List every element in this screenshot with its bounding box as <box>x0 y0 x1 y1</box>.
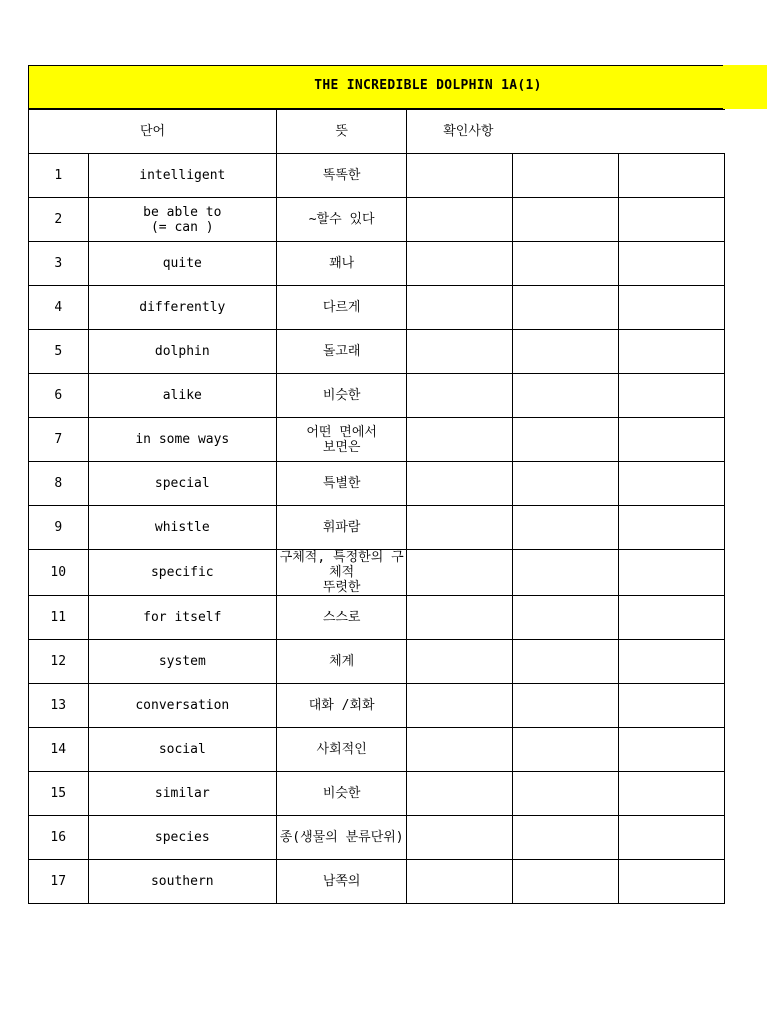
row-number: 11 <box>29 596 89 640</box>
table-row <box>29 596 725 640</box>
english-word: species <box>88 816 277 860</box>
row-number: 10 <box>29 550 89 596</box>
check-cell-3[interactable] <box>619 596 725 640</box>
check-cell-2[interactable] <box>513 154 619 198</box>
table-row <box>29 550 725 596</box>
sheet-title: THE INCREDIBLE DOLPHIN 1A(1) <box>314 78 542 93</box>
english-word: dolphin <box>88 330 277 374</box>
check-cell-3[interactable] <box>619 330 725 374</box>
check-cell-3[interactable] <box>619 154 725 198</box>
check-cell-1[interactable] <box>407 242 513 286</box>
korean-meaning: 남쪽의 <box>277 860 407 904</box>
row-number: 9 <box>29 506 89 550</box>
english-word: for itself <box>88 596 277 640</box>
row-number: 8 <box>29 462 89 506</box>
check-cell-3[interactable] <box>619 860 725 904</box>
check-cell-2[interactable] <box>513 860 619 904</box>
check-cell-1[interactable] <box>407 684 513 728</box>
check-cell-3[interactable] <box>619 418 725 462</box>
vocabulary-table <box>28 109 725 904</box>
check-cell-2[interactable] <box>513 330 619 374</box>
row-number: 12 <box>29 640 89 684</box>
check-cell-2[interactable] <box>513 286 619 330</box>
english-word: system <box>88 640 277 684</box>
check-cell-2[interactable] <box>513 462 619 506</box>
table-row <box>29 286 725 330</box>
korean-meaning: 구체적, 특정한의 구체적 뚜렷한 <box>277 550 407 596</box>
korean-meaning: 돌고래 <box>277 330 407 374</box>
korean-meaning: ~할수 있다 <box>277 198 407 242</box>
english-word: social <box>88 728 277 772</box>
korean-meaning: 휘파람 <box>277 506 407 550</box>
english-word: whistle <box>88 506 277 550</box>
check-cell-1[interactable] <box>407 640 513 684</box>
check-cell-1[interactable] <box>407 772 513 816</box>
check-cell-2[interactable] <box>513 374 619 418</box>
check-cell-2[interactable] <box>513 418 619 462</box>
check-cell-3[interactable] <box>619 506 725 550</box>
table-row <box>29 198 725 242</box>
table-row <box>29 418 725 462</box>
header-row <box>29 110 725 154</box>
check-cell-3[interactable] <box>619 728 725 772</box>
check-cell-2[interactable] <box>513 596 619 640</box>
check-cell-3[interactable] <box>619 198 725 242</box>
check-cell-2[interactable] <box>513 728 619 772</box>
table-row <box>29 816 725 860</box>
header-check-column: 확인사항 <box>407 110 725 154</box>
check-cell-1[interactable] <box>407 418 513 462</box>
korean-meaning: 종(생물의 분류단위) <box>277 816 407 860</box>
english-word: differently <box>88 286 277 330</box>
korean-meaning: 어떤 면에서 보면은 <box>277 418 407 462</box>
english-word: special <box>88 462 277 506</box>
check-cell-3[interactable] <box>619 816 725 860</box>
check-cell-1[interactable] <box>407 596 513 640</box>
check-cell-2[interactable] <box>513 242 619 286</box>
korean-meaning: 체계 <box>277 640 407 684</box>
check-cell-3[interactable] <box>619 286 725 330</box>
check-cell-1[interactable] <box>407 816 513 860</box>
row-number: 4 <box>29 286 89 330</box>
table-row <box>29 154 725 198</box>
row-number: 5 <box>29 330 89 374</box>
english-word: be able to (= can ) <box>88 198 277 242</box>
check-cell-2[interactable] <box>513 198 619 242</box>
table-row <box>29 640 725 684</box>
title-area <box>28 65 724 109</box>
korean-meaning: 똑똑한 <box>277 154 407 198</box>
row-number: 1 <box>29 154 89 198</box>
row-number: 6 <box>29 374 89 418</box>
korean-meaning: 사회적인 <box>277 728 407 772</box>
check-cell-2[interactable] <box>513 506 619 550</box>
english-word: alike <box>88 374 277 418</box>
check-cell-1[interactable] <box>407 374 513 418</box>
table-row <box>29 684 725 728</box>
english-word: specific <box>88 550 277 596</box>
check-cell-1[interactable] <box>407 198 513 242</box>
korean-meaning: 스스로 <box>277 596 407 640</box>
table-row <box>29 462 725 506</box>
check-cell-1[interactable] <box>407 286 513 330</box>
english-word: conversation <box>88 684 277 728</box>
check-cell-2[interactable] <box>513 772 619 816</box>
check-cell-1[interactable] <box>407 550 513 596</box>
table-row <box>29 728 725 772</box>
table-row <box>29 506 725 550</box>
check-cell-1[interactable] <box>407 154 513 198</box>
korean-meaning: 특별한 <box>277 462 407 506</box>
english-word: southern <box>88 860 277 904</box>
check-cell-3[interactable] <box>619 374 725 418</box>
english-word: in some ways <box>88 418 277 462</box>
check-cell-3[interactable] <box>619 640 725 684</box>
korean-meaning: 비슷한 <box>277 374 407 418</box>
check-cell-1[interactable] <box>407 860 513 904</box>
header-meaning-column: 뜻 <box>277 110 407 154</box>
korean-meaning: 비슷한 <box>277 772 407 816</box>
table-row <box>29 330 725 374</box>
table-row <box>29 374 725 418</box>
header-word-column: 단어 <box>29 110 277 154</box>
check-cell-3[interactable] <box>619 550 725 596</box>
korean-meaning: 다르게 <box>277 286 407 330</box>
check-cell-3[interactable] <box>619 684 725 728</box>
korean-meaning: 꽤나 <box>277 242 407 286</box>
row-number: 3 <box>29 242 89 286</box>
check-cell-3[interactable] <box>619 242 725 286</box>
row-number: 13 <box>29 684 89 728</box>
check-cell-2[interactable] <box>513 550 619 596</box>
row-number: 14 <box>29 728 89 772</box>
check-cell-3[interactable] <box>619 772 725 816</box>
korean-meaning: 대화 /회화 <box>277 684 407 728</box>
row-number: 7 <box>29 418 89 462</box>
check-cell-2[interactable] <box>513 816 619 860</box>
row-number: 17 <box>29 860 89 904</box>
check-cell-1[interactable] <box>407 462 513 506</box>
english-word: similar <box>88 772 277 816</box>
table-row <box>29 242 725 286</box>
check-cell-1[interactable] <box>407 330 513 374</box>
row-number: 2 <box>29 198 89 242</box>
check-cell-3[interactable] <box>619 462 725 506</box>
row-number: 15 <box>29 772 89 816</box>
check-cell-2[interactable] <box>513 640 619 684</box>
check-cell-1[interactable] <box>407 728 513 772</box>
english-word: quite <box>88 242 277 286</box>
check-cell-2[interactable] <box>513 684 619 728</box>
check-cell-1[interactable] <box>407 506 513 550</box>
table-row <box>29 772 725 816</box>
row-number: 16 <box>29 816 89 860</box>
english-word: intelligent <box>88 154 277 198</box>
table-row <box>29 860 725 904</box>
